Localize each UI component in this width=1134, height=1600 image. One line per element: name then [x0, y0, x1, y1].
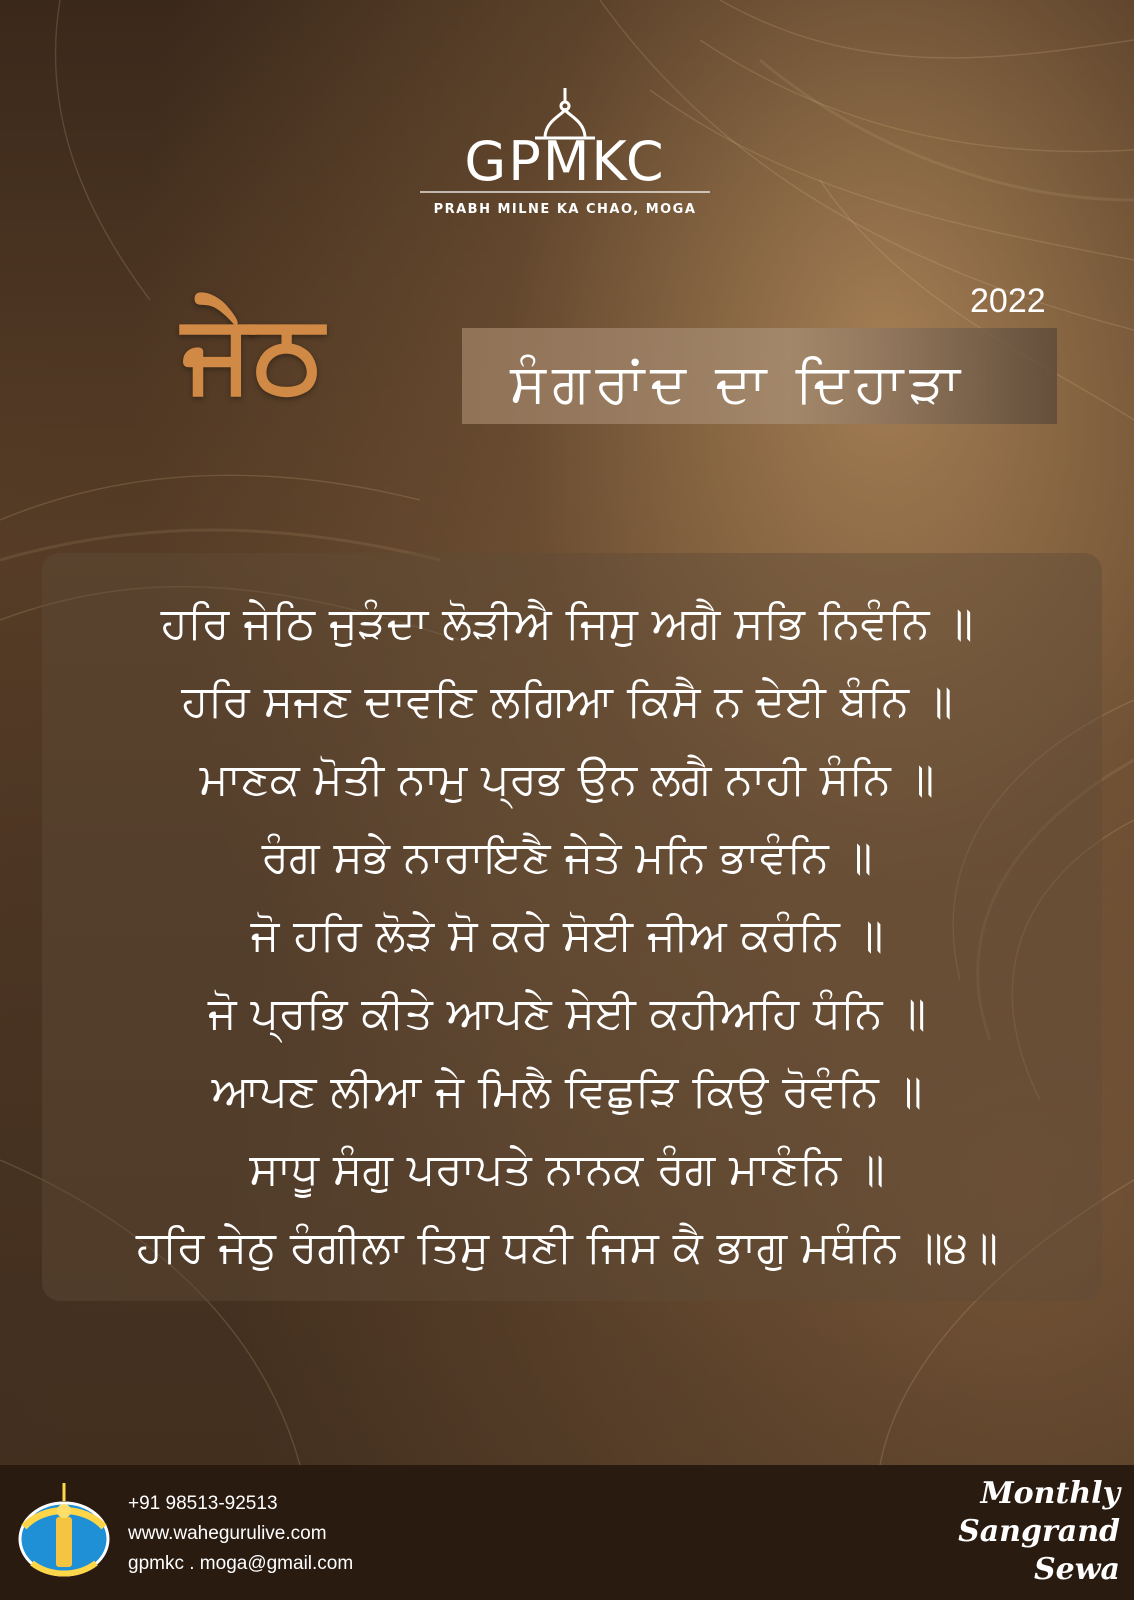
verse-line: ਜੋ ਹਰਿ ਲੋੜੇ ਸੋ ਕਰੇ ਸੋਈ ਜੀਅ ਕਰੰਨਿ ॥: [250, 910, 884, 961]
verse-line: ਸਾਧੂ ਸੰਗੁ ਪਰਾਪਤੇ ਨਾਨਕ ਰੰਗ ਮਾਣੰਨਿ ॥: [249, 1144, 885, 1195]
verse-line: ਰੰਗ ਸਭੇ ਨਾਰਾਇਣੈ ਜੇਤੇ ਮਨਿ ਭਾਵੰਨਿ ॥: [261, 832, 873, 883]
verse-line: ਜੋ ਪ੍ਰਭਿ ਕੀਤੇ ਆਪਣੇ ਸੇਈ ਕਹੀਅਹਿ ਧੰਨਿ ॥: [207, 988, 927, 1039]
sangrand-subtitle: ਸੰਗਰਾਂਦ ਦਾ ਦਿਹਾੜਾ: [510, 352, 967, 415]
verse-line: ਆਪਣ ਲੀਆ ਜੇ ਮਿਲੈ ਵਿਛੁੜਿ ਕਿਉ ਰੋਵੰਨਿ ॥: [211, 1066, 923, 1117]
phone-number: +91 98513-92513: [128, 1493, 278, 1514]
contact-info: [128, 1489, 353, 1579]
logo-subtitle: PRABH MILNE KA CHAO, MOGA: [433, 202, 697, 217]
logo-text: GPMKC: [464, 130, 666, 193]
year: 2022: [970, 282, 1046, 320]
website-link[interactable]: www.wahegurulive.com: [128, 1523, 327, 1544]
tagline-line: Sangrand: [958, 1514, 1120, 1549]
organization-emblem-icon: [14, 1477, 114, 1587]
verse-line: ਹਰਿ ਸਜਣ ਦਾਵਣਿ ਲਗਿਆ ਕਿਸੈ ਨ ਦੇਈ ਬੰਨਿ ॥: [181, 676, 953, 727]
tagline: [950, 1475, 1120, 1589]
email-link[interactable]: gpmkc . moga@gmail.com: [128, 1553, 354, 1574]
month-title: ਜੇਠ: [182, 291, 324, 416]
verse-line: ਹਰਿ ਜੇਠੁ ਰੰਗੀਲਾ ਤਿਸੁ ਧਣੀ ਜਿਸ ਕੈ ਭਾਗੁ ਮਥੰਨਿ ॥੪॥: [135, 1222, 999, 1273]
gpmkc-logo: [420, 86, 710, 226]
verse-line: ਮਾਣਕ ਮੋਤੀ ਨਾਮੁ ਪ੍ਰਭ ਉਨ ਲਗੈ ਨਾਹੀ ਸੰਨਿ ॥: [199, 754, 935, 805]
verse-list: [30, 585, 1104, 1287]
tagline-line: Sewa: [1033, 1552, 1120, 1587]
verse-line: ਹਰਿ ਜੇਠਿ ਜੁੜੰਦਾ ਲੋੜੀਐ ਜਿਸੁ ਅਗੈ ਸਭਿ ਨਿਵੰਨਿ ॥: [160, 598, 974, 649]
tagline-line: Monthly: [980, 1476, 1120, 1511]
footer: [0, 1465, 1134, 1600]
